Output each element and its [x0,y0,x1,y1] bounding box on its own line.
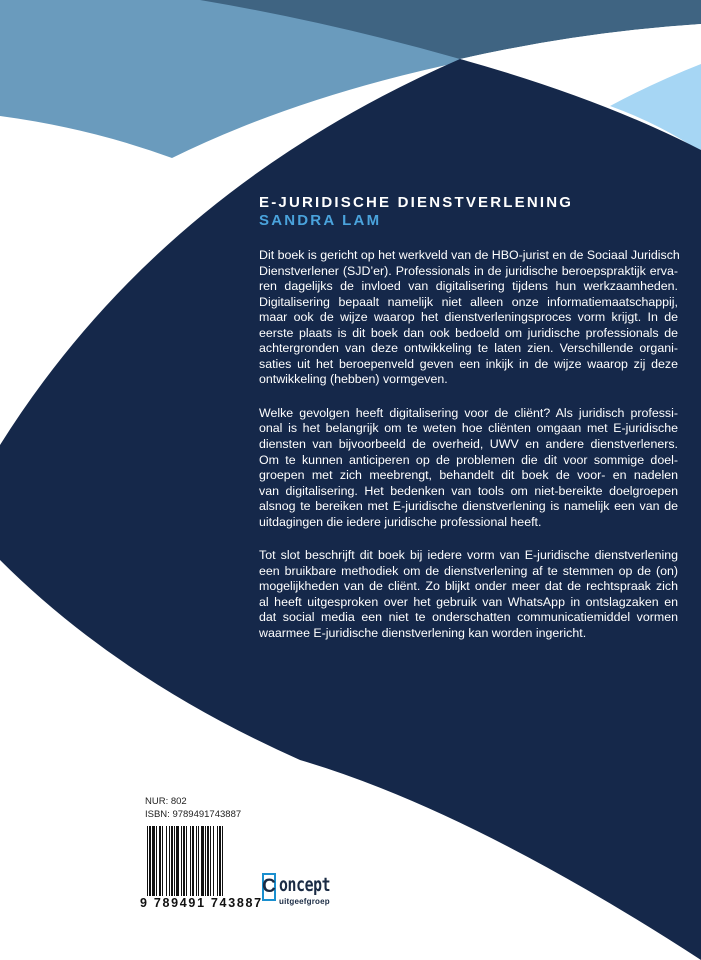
blurb-line: saties uit het beroepenveld geven een inkijk in de wijze waarop zij deze [259,356,678,371]
barcode-bar [186,826,187,898]
logo-c-box: C [262,873,276,901]
blurb-line: maar ook de wijze waarop het dienstverleningsproces vorm krijgt. In de [259,310,678,325]
barcode-bar [174,826,175,898]
barcode-bar [152,826,155,898]
blurb-line: Om te kunnen anticiperen op de problemen die dit voor sommige doel- [259,452,678,467]
blurb-line: waarmee E-juridische dienstverlening kan worden ingericht. [259,626,587,641]
barcode-bar [192,826,194,898]
blurb-line: Tot slot beschrijft dit boek bij iedere vorm van E-juridische dienstverlening [259,548,678,563]
book-metadata [145,796,241,821]
blurb-line: dat social media een niet te onderschatten communicatiemiddel vormen [259,610,678,625]
isbn-number: ISBN: 9789491743887 [145,808,242,820]
blurb-line: ontwikkeling (hebben) vormgeven. [259,372,448,387]
blurb-line: achtergronden van deze ontwikkeling te laten zien. Verschillende organi- [259,341,678,356]
book-title: E-JURIDISCHE DIENSTVERLENING [259,194,574,211]
barcode-bar [210,826,211,898]
blurb-paragraph [259,548,678,641]
isbn-barcode [145,826,253,898]
blurb-line: alsnog te bereiken met E-juridische dienstverlening is namelijk een van de [259,499,678,514]
blurb-line: onal is het belangrijk om te weten hoe cliënten omgaan met E-juridische [259,421,678,436]
barcode-bar [169,826,170,898]
logo-subtitle: uitgeefgroep [279,897,330,906]
blurb [259,248,678,642]
blurb-line: Dienstverlener (SJD’er). Professionals in de juridische beroepspraktijk erva- [259,263,678,278]
blurb-line: Welke gevolgen heeft digitalisering voor de cliënt? Als juridisch professi- [259,405,678,420]
barcode-bar [156,826,157,898]
blurb-line: ren dagelijks de invloed van digitalisering tijdens hun werkzaamheden. [259,279,678,294]
barcode-bar [171,826,173,898]
nur-code: NUR: 802 [145,796,187,807]
barcode-bar [147,826,148,898]
barcode-bar [205,826,206,898]
barcode-bar [222,826,223,898]
barcode-digits: 9 789491 743887 [140,896,263,910]
barcode-bar [183,826,185,898]
barcode-bar [181,826,182,898]
barcode-bar [190,826,191,898]
blurb-line: Dit boek is gericht op het werkveld van de HBO-jurist en de Sociaal Juridisch [259,248,680,262]
blurb-line: diensten van bijvoorbeeld de overheid, UWV en andere dienstverleners. [259,437,678,452]
barcode-bar [166,826,167,898]
back-cover-text [259,194,678,642]
publisher-logo [262,872,344,908]
blurb-paragraph [259,248,678,388]
barcode-bar [149,826,151,898]
barcode-bar [201,826,204,898]
barcode-bar [219,826,221,898]
blurb-paragraph [259,406,678,530]
barcode-bar [159,826,161,898]
barcode-bar [198,826,199,898]
blurb-line: eerste plaats is dit boek dan ook bedoeld om juridische professionals de [259,325,678,340]
barcode-bar [162,826,163,898]
barcode-bar [217,826,218,898]
blurb-line: mogelijkheden van de cliënt. Zo blijkt onder meer dat de rechtspraak zich [259,579,678,594]
logo-wordmark: oncept [279,874,331,896]
barcode-bar [176,826,179,898]
blurb-line: een bruikbare methodiek om de dienstverlening af te stemmen op de (on) [259,563,678,578]
book-author: SANDRA LAM [259,212,382,229]
blurb-line: groepen met zich meebrengt, behandelt dit boek de voor- en nadelen [259,468,678,483]
blurb-line: van digitalisering. Het bedenken van tools om niet-bereikte doelgroepen [259,483,678,498]
blurb-line: Digitalisering bepaalt namelijk niet alleen onze informatiemaatschappij, [259,294,678,309]
blurb-line: uitdagingen die iedere juridische professional heeft. [259,514,542,529]
barcode-bar [207,826,209,898]
barcode-bar [196,826,197,898]
blurb-line: al heeft uitgesproken over het gebruik van WhatsApp in ontslagzaken en [259,594,678,609]
barcode-bar [213,826,214,898]
